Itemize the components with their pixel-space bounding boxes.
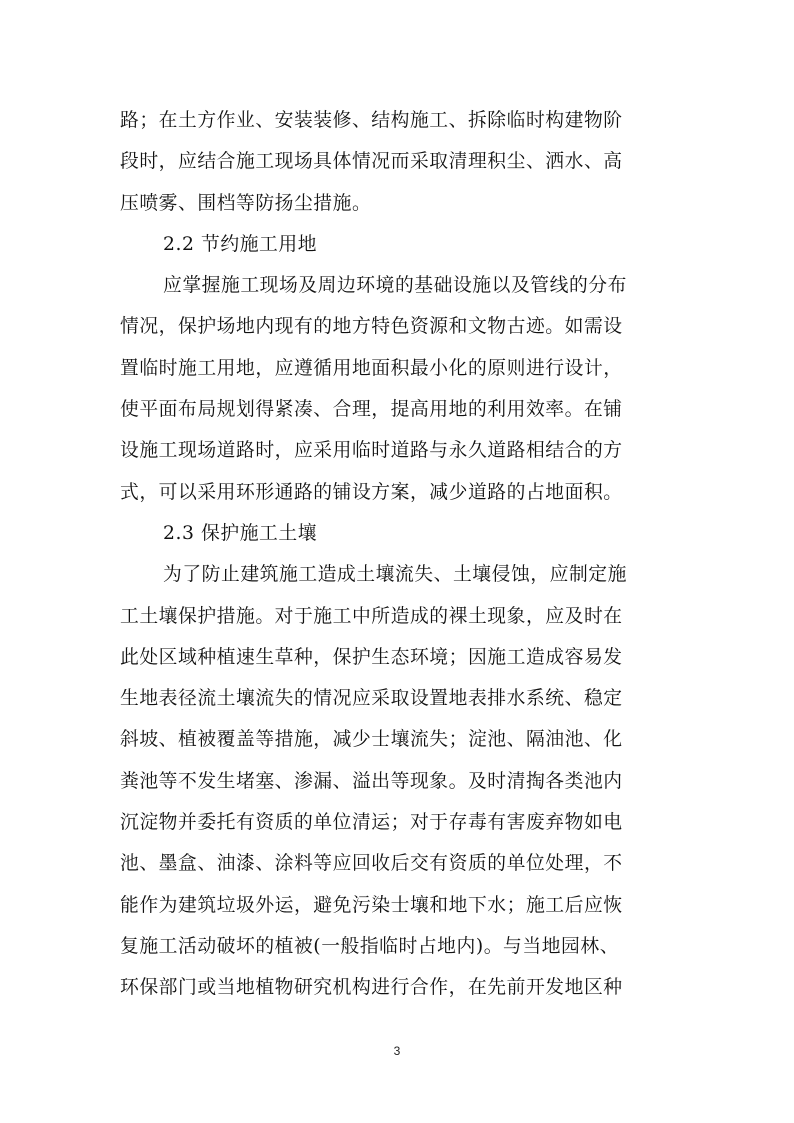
page-number: 3 [393, 1044, 401, 1058]
text-line: 池、墨盒、油漆、涂料等应回收后交有资质的单位处理，不 [120, 853, 623, 875]
text-line: 工土壤保护措施。对于施工中所造成的裸土现象，应及时在 [120, 605, 623, 627]
text-line: 路；在土方作业、安装装修、结构施工、拆除临时构建物阶 [120, 110, 623, 131]
paragraph-first-line: 为了防止建筑施工造成土壤流失、土壤侵蚀，应制定施 [163, 564, 627, 586]
text-line: 生地表径流土壤流失的情况应采取设置地表排水系统、稳定 [120, 688, 623, 710]
text-line: 段时，应结合施工现场具体情况而采取清理积尘、洒水、高 [120, 151, 623, 173]
document-body [120, 100, 676, 1009]
text-line: 环保部门或当地植物研究机构进行合作，在先前开发地区种 [120, 977, 623, 999]
text-line: 粪池等不发生堵塞、渗漏、溢出等现象。及时清掏各类池内 [120, 770, 623, 792]
text-line: 能作为建筑垃圾外运，避免污染士壤和地下水；施工后应恢 [120, 894, 623, 916]
paragraph-first-line: 应掌握施工现场及周边环境的基础设施以及管线的分布 [163, 275, 627, 297]
text-line: 使平面布局规划得紧凑、合理，提高用地的利用效率。在铺 [120, 399, 623, 421]
text-line: 情况，保护场地内现有的地方特色资源和文物古迹。如需设 [120, 316, 623, 338]
text-line: 压喷雾、围档等防扬尘措施。 [120, 192, 372, 214]
text-line: 设施工现场道路时，应采用临时道路与永久道路相结合的方 [120, 440, 623, 462]
section-heading: 2.3 保护施工土壤 [163, 522, 318, 544]
text-line: 此处区域种植速生草种，保护生态环境；因施工造成容易发 [120, 646, 623, 668]
text-line: 斜坡、植被覆盖等措施，减少士壤流失；淀池、隔油池、化 [120, 729, 623, 751]
text-line: 复施工活动破坏的植被(一般指临时占地内)。与当地园林、 [120, 935, 620, 957]
text-line: 置临时施工用地，应遵循用地面积最小化的原则进行设计， [120, 357, 623, 379]
text-line: 式，可以采用环形通路的铺设方案，减少道路的占地面积。 [120, 481, 623, 503]
section-heading: 2.2 节约施工用地 [163, 233, 318, 255]
text-line: 沉淀物并委托有资质的单位清运；对于存毒有害废弃物如电 [120, 812, 623, 834]
